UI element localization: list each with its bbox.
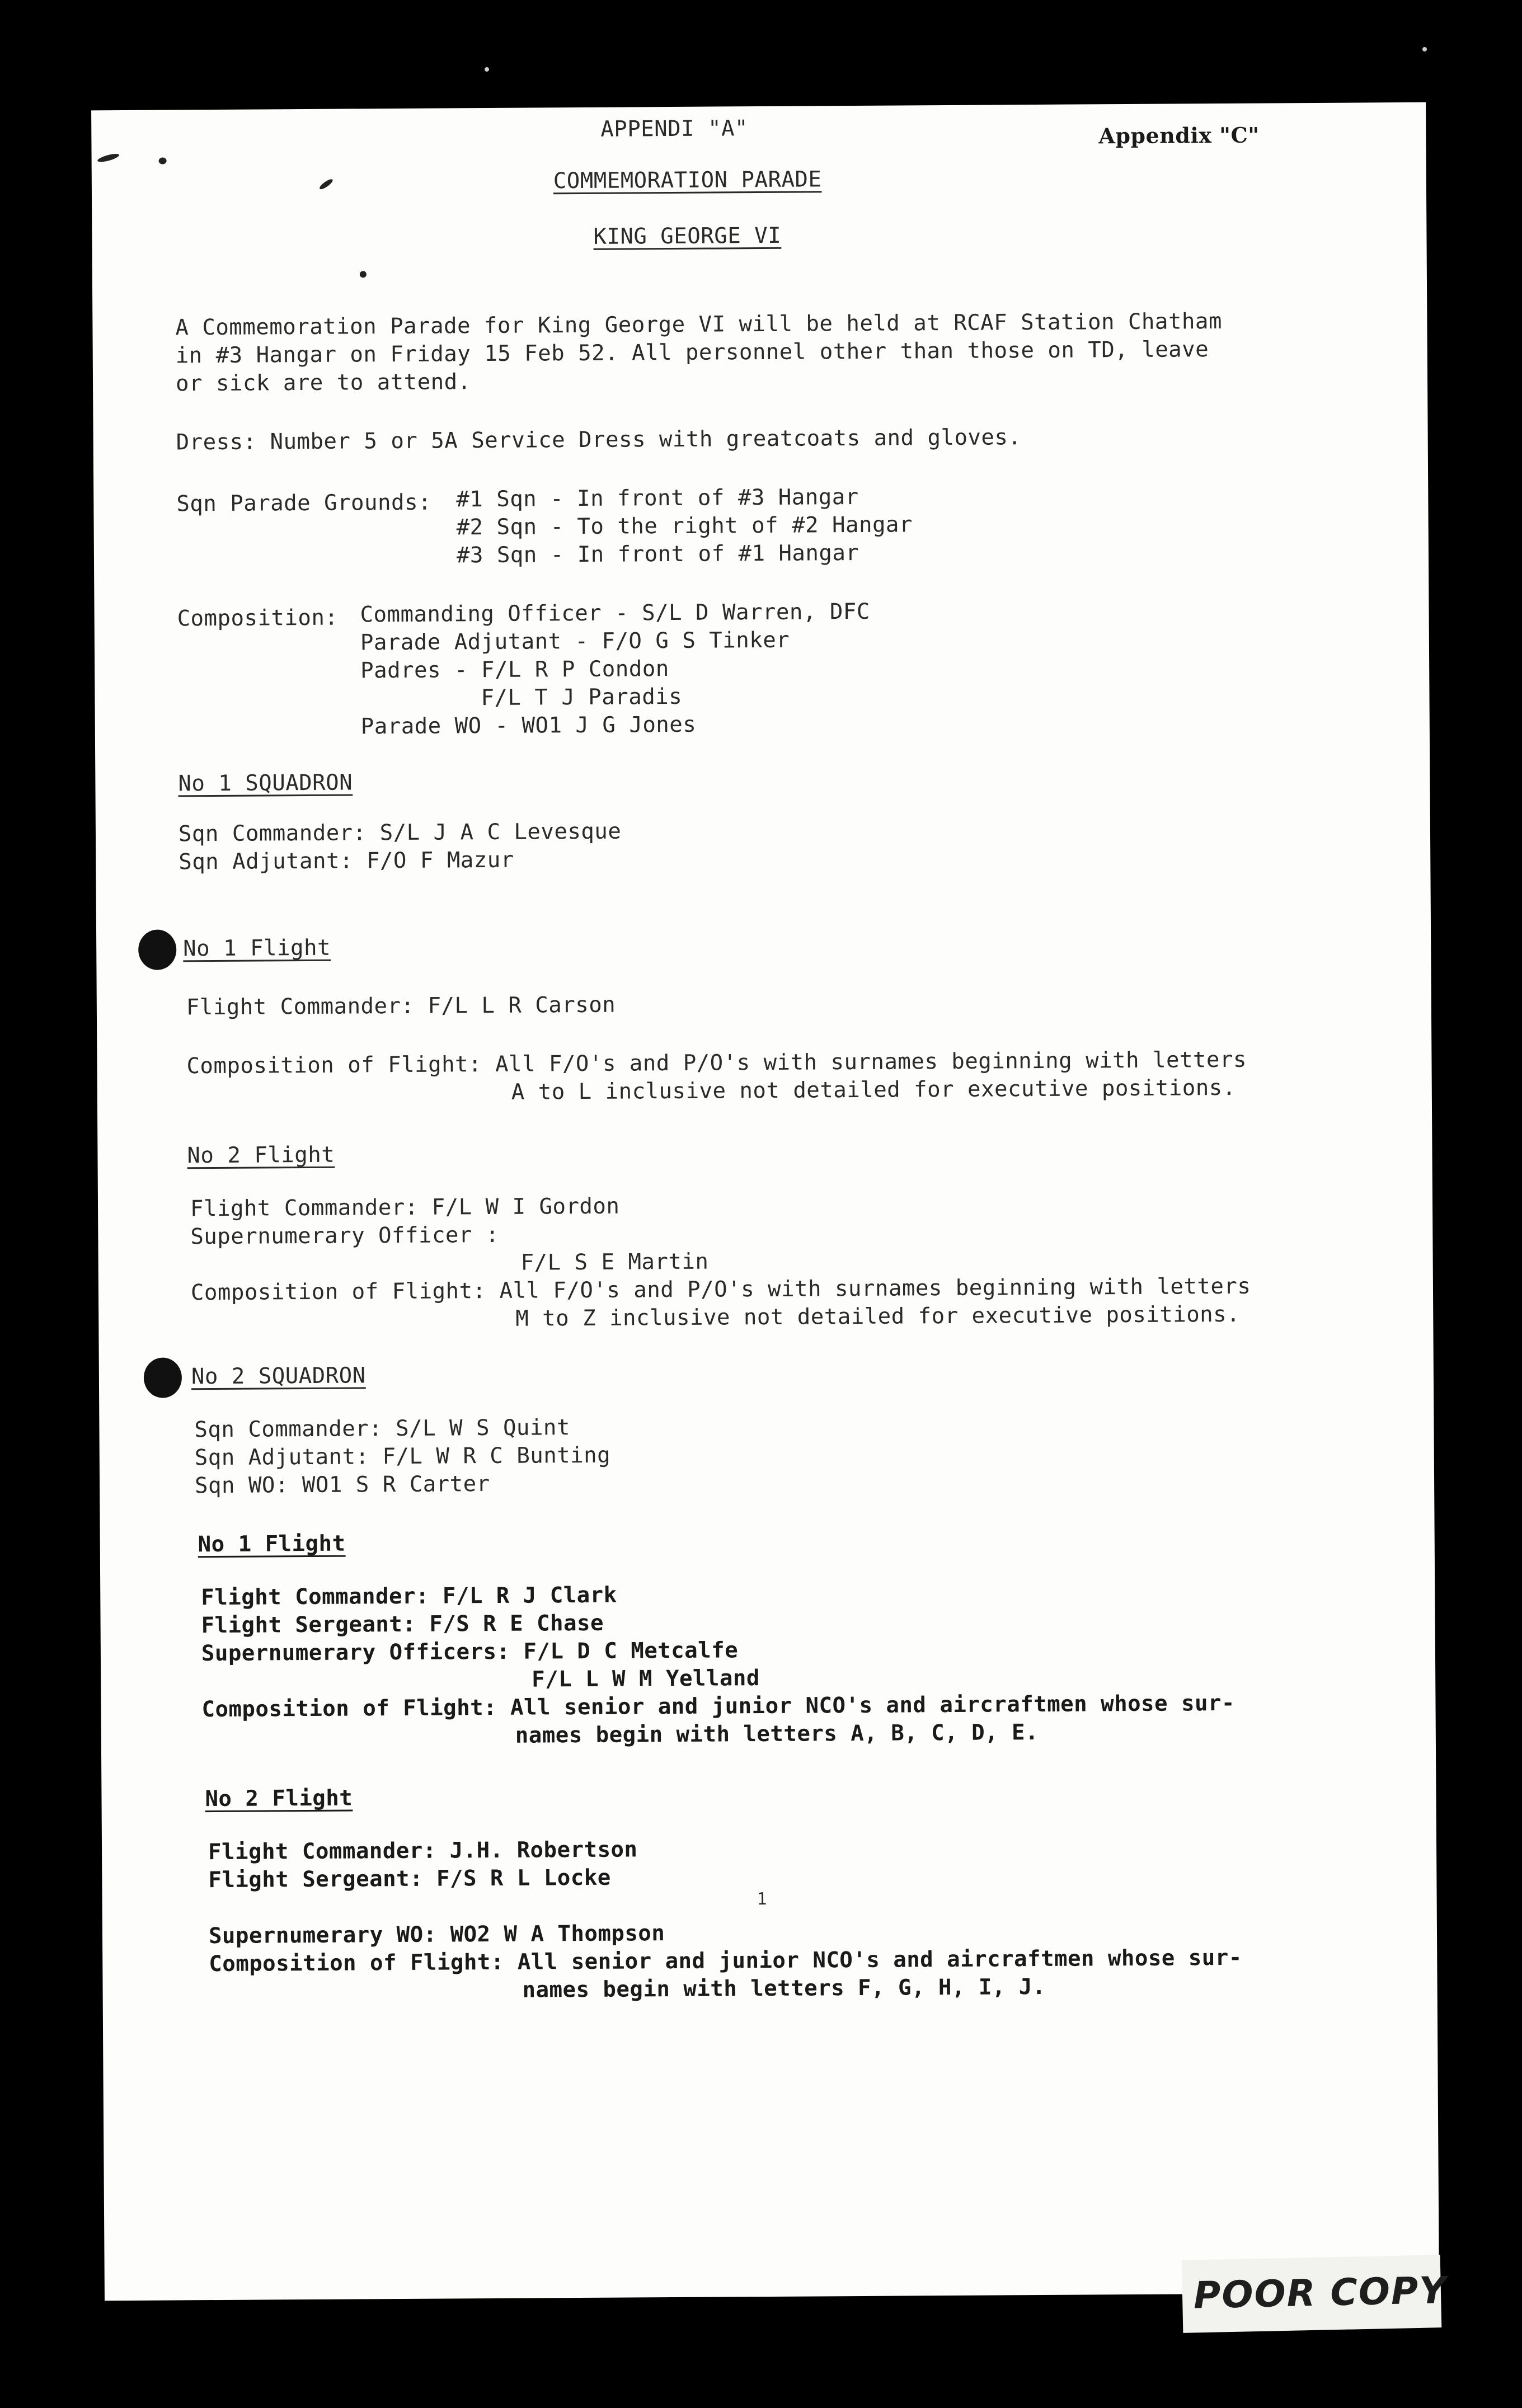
sq2-flight2-wo: Supernumerary WO: WO2 W A Thompson (208, 1921, 665, 1949)
sq1-flight2-comp: M to Z inclusive not detailed for executive positions. (515, 1301, 1241, 1332)
scan-speck (97, 152, 120, 163)
sq2-flight2-heading: No 2 Flight (205, 1785, 353, 1812)
grounds-item: #1 Sqn - In front of #3 Hangar (456, 484, 859, 512)
border-speck (1422, 47, 1427, 51)
sq2-flight1-comp: names begin with letters A, B, C, D, E. (515, 1720, 1039, 1748)
sq2-flight2-comp: names begin with letters F, G, H, I, J. (522, 1974, 1046, 2003)
composition-item: Parade Adjutant - F/O G S Tinker (360, 627, 790, 656)
poor-copy-text: POOR COPY (1193, 2268, 1448, 2317)
grounds-item: #3 Sqn - In front of #1 Hangar (456, 540, 859, 568)
squadron-1-heading: No 1 SQUADRON (178, 770, 353, 797)
sq1-flight1-heading: No 1 Flight (183, 935, 331, 962)
appendix-c-label: Appendix "C" (1098, 122, 1260, 149)
poor-copy-stamp (1182, 2255, 1448, 2333)
sq2-flight1-line: Flight Sergeant: F/S R E Chase (201, 1610, 604, 1639)
sq1-flight2-supernum: Supernumerary Officer : (190, 1222, 500, 1250)
document-subtitle: KING GEORGE VI (593, 223, 782, 250)
border-speck (485, 67, 489, 72)
sq1-flight2-comp: Composition of Flight: All F/O's and P/O's with surnames beginning with letters (190, 1273, 1251, 1306)
grounds-item: #2 Sqn - To the right of #2 Hangar (456, 512, 913, 540)
squadron-2-heading: No 2 SQUADRON (191, 1363, 366, 1390)
sq1-flight1-commander: Flight Commander: F/L L R Carson (186, 992, 616, 1020)
sq2-flight2-commander: Flight Commander: J.H. Robertson (208, 1837, 638, 1865)
sq2-flight2-sergeant: Flight Sergeant: F/S R L Locke (208, 1865, 611, 1893)
sq1-line: Sqn Commander: S/L J A C Levesque (178, 819, 622, 847)
document-title: COMMEMORATION PARADE (553, 167, 822, 194)
document-page (91, 102, 1439, 2301)
page-number: 1 (757, 1889, 768, 1910)
scan-speck (360, 271, 367, 278)
appendix-top-label: APPENDI "A" (600, 116, 749, 142)
punch-hole-mark (144, 1357, 182, 1398)
sq1-flight2-supernum: F/L S E Martin (520, 1249, 709, 1276)
sq1-flight1-comp: A to L inclusive not detailed for executive positions. (511, 1075, 1236, 1105)
sq1-flight2-commander: Flight Commander: F/L W I Gordon (190, 1193, 620, 1222)
composition-item: Commanding Officer - S/L D Warren, DFC (360, 599, 870, 628)
sq2-line: Sqn WO: WO1 S R Carter (194, 1471, 490, 1499)
scan-speck (159, 158, 167, 164)
sq2-line: Sqn Adjutant: F/L W R C Bunting (194, 1442, 611, 1471)
composition-label: Composition: (177, 605, 339, 632)
intro-line-2: in #3 Hangar on Friday 15 Feb 52. All personnel other than those on TD, leave (175, 337, 1209, 369)
grounds-label: Sqn Parade Grounds: (176, 490, 432, 517)
sq2-line: Sqn Commander: S/L W S Quint (194, 1415, 571, 1443)
intro-line-1: A Commemoration Parade for King George VI will be held at RCAF Station Chatham (175, 308, 1222, 341)
sq2-flight1-comp: Composition of Flight: All senior and junior NCO's and aircraftmen whose sur- (201, 1690, 1236, 1723)
composition-item: Parade WO - WO1 J G Jones (360, 712, 697, 740)
sq1-flight1-comp: Composition of Flight: All F/O's and P/O's with surnames beginning with letters (186, 1047, 1247, 1079)
sq2-flight1-line: Flight Commander: F/L R J Clark (201, 1582, 617, 1611)
sq1-line: Sqn Adjutant: F/O F Mazur (178, 847, 514, 875)
punch-hole-mark (138, 929, 176, 970)
sq2-flight2-comp: Composition of Flight: All senior and junior NCO's and aircraftmen whose sur- (209, 1945, 1242, 1977)
composition-item: Padres - F/L R P Condon (360, 656, 669, 684)
sq2-flight1-supernum: F/L L W M Yelland (532, 1666, 760, 1692)
sq2-flight1-line: Supernumerary Officers: F/L D C Metcalfe (201, 1638, 739, 1667)
scan-speck (318, 177, 334, 191)
intro-line-3: or sick are to attend. (175, 369, 471, 397)
sq2-flight1-heading: No 1 Flight (198, 1531, 346, 1558)
dress-line: Dress: Number 5 or 5A Service Dress with greatcoats and gloves. (176, 425, 1022, 455)
sq1-flight2-heading: No 2 Flight (187, 1142, 335, 1169)
composition-item: F/L T J Paradis (481, 684, 683, 711)
